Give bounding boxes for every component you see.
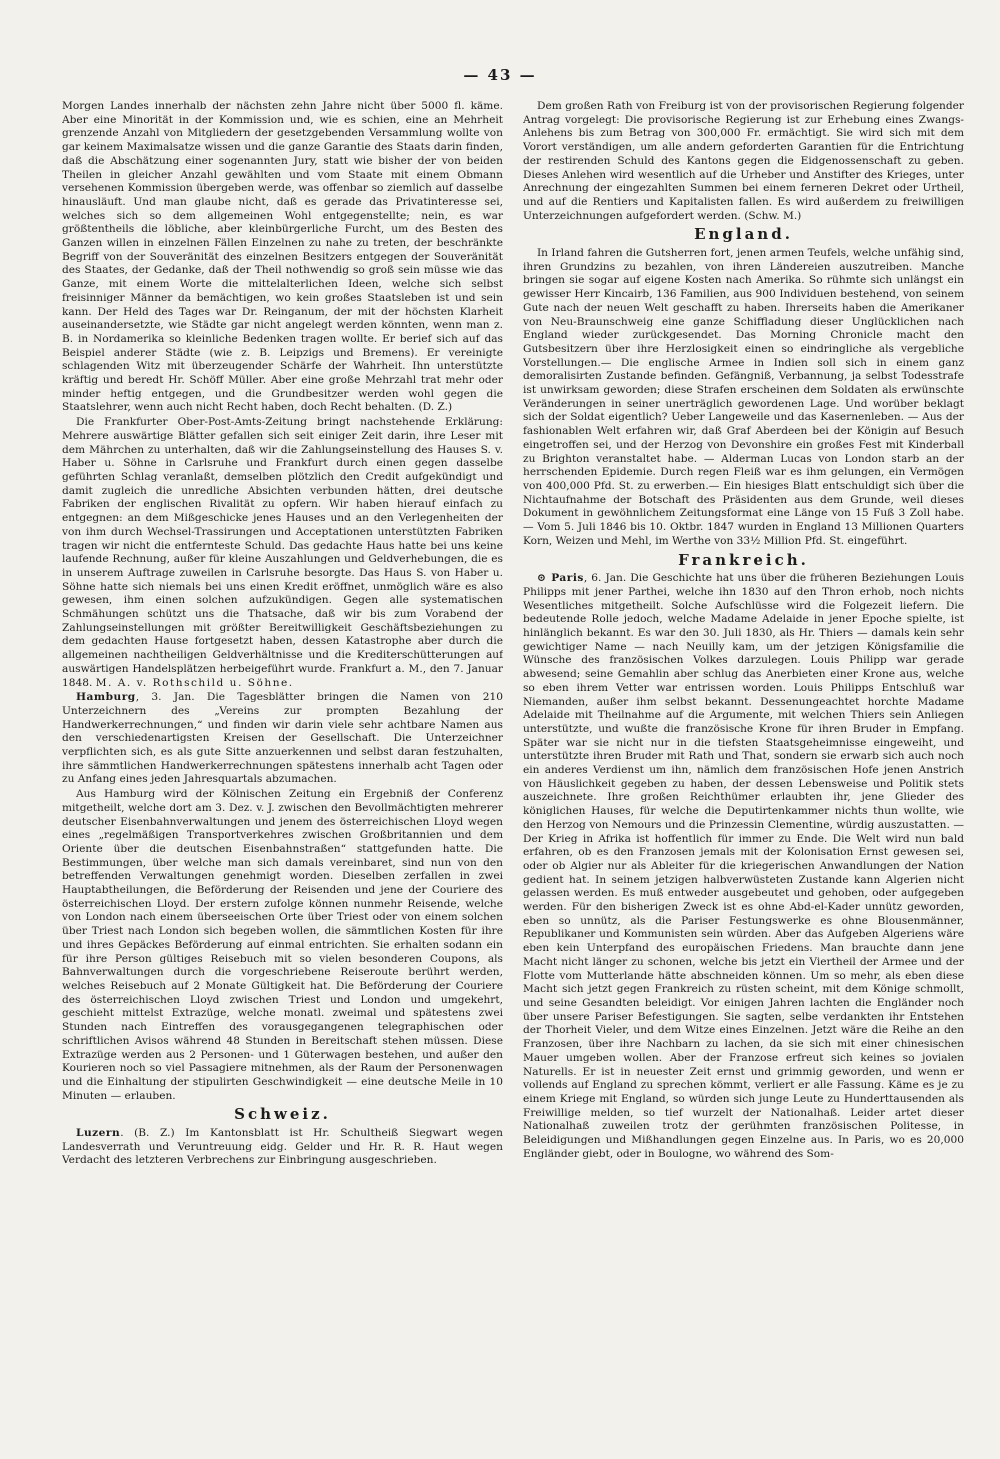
source-signature: (D. Z.) [418,401,453,414]
article-paragraph: Morgen Landes innerhalb der nächsten zehn Jahre nicht über 5000 fl. käme. Aber eine Minorität in der Kommission und, wie es schien, eine an Mehrheit grenzende Anzahl von Mitgliedern der gesetzgebenden Versammlung wollte von gar keinem Maximalsatze wissen und die ganze Garantie des Staats darin finden, daß die Abschätzung einer sogenannten Jury, statt wie bisher der von beiden Theilen in gleicher Anzahl gewählten und vom Staate mit einem Obmann versehenen Kommission übergeben werde, was offenbar so ziemlich auf dasselbe hinausläuft. Und man glaube nicht, daß es gerade das Privatinteresse sei, welches sich so dem allgemeinen Wohl entgegenstellte; nein, es war größtentheils die löbliche, aber kleinbürgerliche Furcht, um des Besten des Ganzen willen in einzelnen Fällen Einzelnen zu nahe zu treten, der beschränkte Begriff von der Souveränität des einzelnen Besitzers entgegen der Souveränität des Staates, der Gedanke, daß der Theil nothwendig so groß sein müsse wie das Ganze, mit einem Worte die mittelalterlichen Ideen, welche sich selbst freisinniger Männer da bemächtigen, wo kein großes Staatsleben ist und sein kann. Der Held des Tages war Dr. Reinganum, der mit der höchsten Klarheit auseinandersetzte, wie Städte gar nicht angelegt werden könnten, wenn man z. B. in Nordamerika so kleinliche Bedenken tragen wollte. Er berief sich auf das Beispiel anderer Städte (wie z. B. Leipzigs und Bremens). Er vereinigte schlagenden Witz mit überzeugender Schärfe der Wahrheit. Ihn unterstützte kräftig und beredt Hr. Schöff Müller. Aber eine große Mehrzahl trat mehr oder minder heftig entgegen, und die Grundbesitzer werden wohl gegen die Staatslehrer, wenn auch nicht Recht haben, doch Recht behalten. (D. Z.) [62,100,503,414]
article-paragraph: Luzern. (B. Z.) Im Kantonsblatt ist Hr. Schultheiß Siegwart wegen Landesverrath und Veruntreuung eidg. Gelder und Hr. R. R. Haut wegen Verdacht des letzteren Verbrechens zur Einbringung ausgeschrieben. [62,1127,503,1167]
article-paragraph: In Irland fahren die Gutsherren fort, jenen armen Teufels, welche unfähig sind, ihren Grundzins zu bezahlen, von ihren Ländereien auszutreiben. Manche bringen sie sogar auf eigene Kosten nach Amerika. So rühmte sich unlängst ein gewisser Herr Kincairb, 136 Familien, aus 900 Individuen bestehend, von seinem Gute nach der neuen Welt geschafft zu haben. Ihrerseits haben die Amerikaner von Neu-Braunschweig eine ganze Schiffladung dieser Unglücklichen nach England wieder zurückgesendet. Das Morning Chronicle macht den Gutsbesitzern über ihre Herzlosigkeit einen so eindringliche als vergebliche Vorstellungen.— Die englische Armee in Indien soll sich in einem ganz demoralisirten Zustande befinden. Gefängniß, Verbannung, ja selbst Todesstrafe ist unwirksam geworden; diese Strafen erscheinen dem Soldaten als erwünschte Veränderungen in seiner unerträglich gewordenen Lage. Und worüber beklagt sich der Soldat eigentlich? Ueber Langeweile und das Kasernenleben. — Aus der fashionablen Welt erfahren wir, daß Graf Aberdeen bei der Königin auf Besuch eingetroffen sei, und der Herzog von Devonshire ein großes Fest mit Kinderball zu Brighton veranstaltet habe. — Alderman Lucas von London starb an der herrschenden Epidemie. Durch regen Fleiß war es ihm gelungen, ein Vermögen von 400,000 Pfd. St. zu erwerben.— Ein hiesiges Blatt entschuldigt sich über die Nichtaufnahme der Botschaft des Präsidenten aus dem Grunde, weil dieses Dokument in gewöhnlichem Zeitungsformat eine Länge von 15 Fuß 3 Zoll habe. — Vom 5. Juli 1846 bis 10. Oktbr. 1847 wurden in England 13 Millionen Quarters Korn, Weizen und Mehl, im Werthe von 33½ Million Pfd. St. eingeführt. [523,247,964,547]
dateline-place: Hamburg [76,691,136,704]
article-paragraph: ⊙ Paris, 6. Jan. Die Geschichte hat uns über die früheren Beziehungen Louis Philipps mit jener Parthei, welche ihn 1830 auf den Thron erhob, noch nichts Wesentliches mitgetheilt. Solche Aufschlüsse wird die Folgezeit liefern. Die bedeutende Rolle jedoch, welche Madame Adelaide in jener Epoche spielte, ist hinlänglich bekannt. Es war den 30. Juli 1830, als Hr. Thiers — damals kein sehr gewichtiger Name — nach Neuilly kam, um der jetzigen Königsfamilie die Wünsche des französischen Volkes darzulegen. Louis Philipp war gerade abwesend; seine Gemahlin aber schlug das Anerbieten einer Krone aus, welche so eben ihrem Vetter war entrissen worden. Louis Philipps Entschluß war Niemanden, außer ihm selbst bekannt. Dessenungeachtet horchte Madame Adelaide mit Theilnahme auf die Argumente, mit welchen Thiers sein Anliegen unterstützte, und wußte die französische Krone für ihren Bruder in Empfang. Später war sie nicht nur in die tiefsten Staatsgeheimnisse eingeweiht, und unterstützte ihren Bruder mit Rath und That, sondern sie erwarb sich auch noch ein anderes Verdienst um ihn, nämlich dem französischen Hofe jenen Anstrich von Häuslichkeit gegeben zu haben, der dessen Lebensweise und Politik stets auszeichnete. Ihre großen Reichthümer erlaubten ihr, jene Glieder des königlichen Hauses, für welche die Deputirtenkammer nichts thun wollte, wie den Herzog von Nemours und die Prinzessin Clementine, würdig auszustatten. — Der Krieg in Afrika ist hoffentlich für immer zu Ende. Die Welt wird nun bald erfahren, ob es den Franzosen jemals mit der Kolonisation Ernst gewesen sei, oder ob Algier nur als Ableiter für die kriegerischen Anwandlungen der Nation gedient hat. In seinem jetzigen halbverwüsteten Zustande kann Algerien nicht gelassen werden. Es muß entweder ausgebeutet und gehoben, oder aufgegeben werden. Für den bisherigen Zweck ist es ohne Abd-el-Kader unnütz geworden, eben so unnütz, als die Pariser Festungswerke es ohne Blousenmänner, Republikaner und Kommunisten sein würden. Aber das Aufgeben Algeriens wäre eben kein Unterpfand des europäischen Friedens. Man brauchte dann jene Macht nicht länger zu schonen, welche bis jetzt ein Viertheil der Armee und der Flotte vom Mutterlande hätte abschneiden können. Um so mehr, als eben diese Macht sich jetzt gegen Frankreich zu rüsten scheint, mit dem Könige schmollt, und seine Gesandten beleidigt. Vor einigen Jahren lachten die Engländer noch über unsere Pariser Befestigungen. Sie sagten, selbe verdankten ihr Entstehen der Thorheit Vieler, und dem Witze eines Einzelnen. Jetzt wäre die Reihe an den Franzosen, über ihre Nachbarn zu lachen, da sie sich mit einer chinesischen Mauer umgeben wollen. Aber der Franzose erfreut sich keines so jovialen Naturells. Er ist in neuester Zeit ernst und grimmig geworden, und wenn er vollends auf England zu sprechen kömmt, verliert er alle Fassung. Käme es je zu einem Kriege mit England, so würden sich junge Leute zu Hunderttausenden als Freiwillige melden, so tief wurzelt der Nationalhaß. Leider artet dieser Nationalhaß zuweilen trotz der gerühmten französischen Politesse, in Beleidigungen und Mißhandlungen gegen Einzelne aus. In Paris, wo es 20,000 Engländer giebt, oder in Boulogne, wo während des Som- [523,572,964,1160]
dateline-place: Luzern [76,1127,121,1140]
page-number: — 43 — [463,66,537,84]
text-columns [62,100,964,1429]
dateline-place: ⊙ Paris [537,572,584,585]
source-signature: (Schw. M.) [744,209,802,222]
section-heading: Schweiz. [234,1105,331,1124]
article-paragraph: Dem großen Rath von Freiburg ist von der provisorischen Regierung folgender Antrag vorgelegt: Die provisorische Regierung ist zur Erhebung eines Zwangs-Anlehens bis zum Betrag von 300,000 Fr. ermächtigt. Sie wird sich mit dem Vorort verständigen, um alle andern geforderten Garantien für die Entrichtung der restirenden Schuld des Kantons gegen die Eidgenossenschaft zu geben. Dieses Anlehen wird wesentlich auf die Urheber und Anstifter des Krieges, unter Anrechnung der eingezahlten Summen bei einem ferneren Dekret oder Urtheil, und auf die Rentiers und Kapitalisten fallen. Es wird außerdem zu freiwilligen Unterzeichnungen aufgefordert werden. (Schw. M.) [523,100,964,222]
section-heading: Frankreich. [678,550,809,569]
section-heading: England. [694,225,793,244]
left-column [62,100,503,1429]
source-signature: M. A. v. Rothschild u. Söhne. [95,676,294,689]
article-paragraph: Hamburg, 3. Jan. Die Tagesblätter bringen die Namen von 210 Unterzeichnern des „Vereins zur prompten Bezahlung der Handwerkerrechnungen,“ und finden wir darin viele sehr achtbare Namen aus den verschiedenartigsten Kreisen der Gesellschaft. Die Unterzeichner verpflichten sich, es als gute Sitte anzuerkennen und selbst daran festzuhalten, ihre sämmtlichen Handwerkerrechnungen spätestens innerhalb acht Tagen oder zu Anfang eines jeden Jahresquartals abzumachen. [62,691,503,786]
article-paragraph: Aus Hamburg wird der Kölnischen Zeitung ein Ergebniß der Conferenz mitgetheilt, welche dort am 3. Dez. v. J. zwischen den Bevollmächtigten mehrerer deutscher Eisenbahnverwaltungen und jenem des österreichischen Lloyd wegen eines „regelmäßigen Transportverkehres zwischen Großbritannien und dem Oriente über die deutschen Eisenbahnstraßen“ stattgefunden hatte. Die Bestimmungen, über welche man sich damals vereinbaret, sind nun von den betreffenden Verwaltungen genehmigt worden. Dieselben zerfallen in zwei Hauptabtheilungen, die Beförderung der Reisenden und jene der Couriere des österreichischen Lloyd. Der erstern zufolge können nunmehr Reisende, welche von London nach einem überseeischen Orte über Triest oder von einem solchen über Triest nach London sich begeben wollen, die sämmtlichen Kosten für ihre und ihres Gepäckes Beförderung auf einmal entrichten. Sie erhalten sodann ein für ihre Person gültiges Reisebuch mit so vielen besonderen Coupons, als Bahnverwaltungen durch die vorgeschriebene Reiseroute berührt werden, welches Reisebuch auf 2 Monate Gültigkeit hat. Die Beförderung der Couriere des österreichischen Lloyd zwischen Triest und London und umgekehrt, geschieht mittelst Extrazüge, welche monatl. zweimal und spätestens zwei Stunden nach Eintreffen des vorausgegangenen telegraphischen oder schriftlichen Avisos während 48 Stunden in Bereitschaft stehen müssen. Diese Extrazüge werden aus 2 Personen- und 1 Güterwagen bestehen, und außer den Kourieren noch so viel Passagiere mitnehmen, als der Raum der Personenwagen und die Einhaltung der stipulirten Geschwindigkeit — eine deutsche Meile in 10 Minuten — erlauben. [62,788,503,1102]
right-column [523,100,964,1429]
article-paragraph: Die Frankfurter Ober-Post-Amts-Zeitung bringt nachstehende Erklärung: Mehrere auswärtige Blätter gefallen sich seit einiger Zeit darin, ihre Leser mit dem Mährchen zu unterhalten, daß wir die Zahlungseinstellung des Hauses S. v. Haber u. Söhne in Carlsruhe und Frankfurt durch einen gegen dasselbe geführten Schlag veranlaßt, demselben plötzlich den Credit aufgekündigt und damit zugleich die unredliche Absichten verbunden hätten, drei deutsche Fabriken der englischen Rivalität zu opfern. Wir haben hierauf einfach zu entgegnen: an dem Mißgeschicke jenes Hauses und an den Verlegenheiten der von ihm durch Wechsel-Trassirungen und Acceptationen unterstützten Fabriken tragen wir nicht die entfernteste Schuld. Das gedachte Haus hatte bei uns keine laufende Rechnung, außer für kleine Auszahlungen und Geldverhebungen, die es in unserem Auftrage zuweilen in Carlsruhe besorgte. Das Haus S. von Haber u. Söhne hatte sich niemals bei uns einen Kredit eröffnet, unmöglich wäre es also gewesen, ihm einen solchen aufzukündigen. Gegen alle systematischen Schmähungen schützt uns die Thatsache, daß wir bis zum Vorabend der Zahlungseinstellungen mit größter Bereitwilligkeit Geschäftsbeziehungen zu dem gedachten Hause fortgesetzt haben, dessen Katastrophe aber durch die allgemeinen nachtheiligen Geldverhältnisse und die Krediterschütterungen auf auswärtigen Handelsplätzen herbeigeführt wurde. Frankfurt a. M., den 7. Januar 1848. M. A. v. Rothschild u. Söhne. [62,416,503,689]
